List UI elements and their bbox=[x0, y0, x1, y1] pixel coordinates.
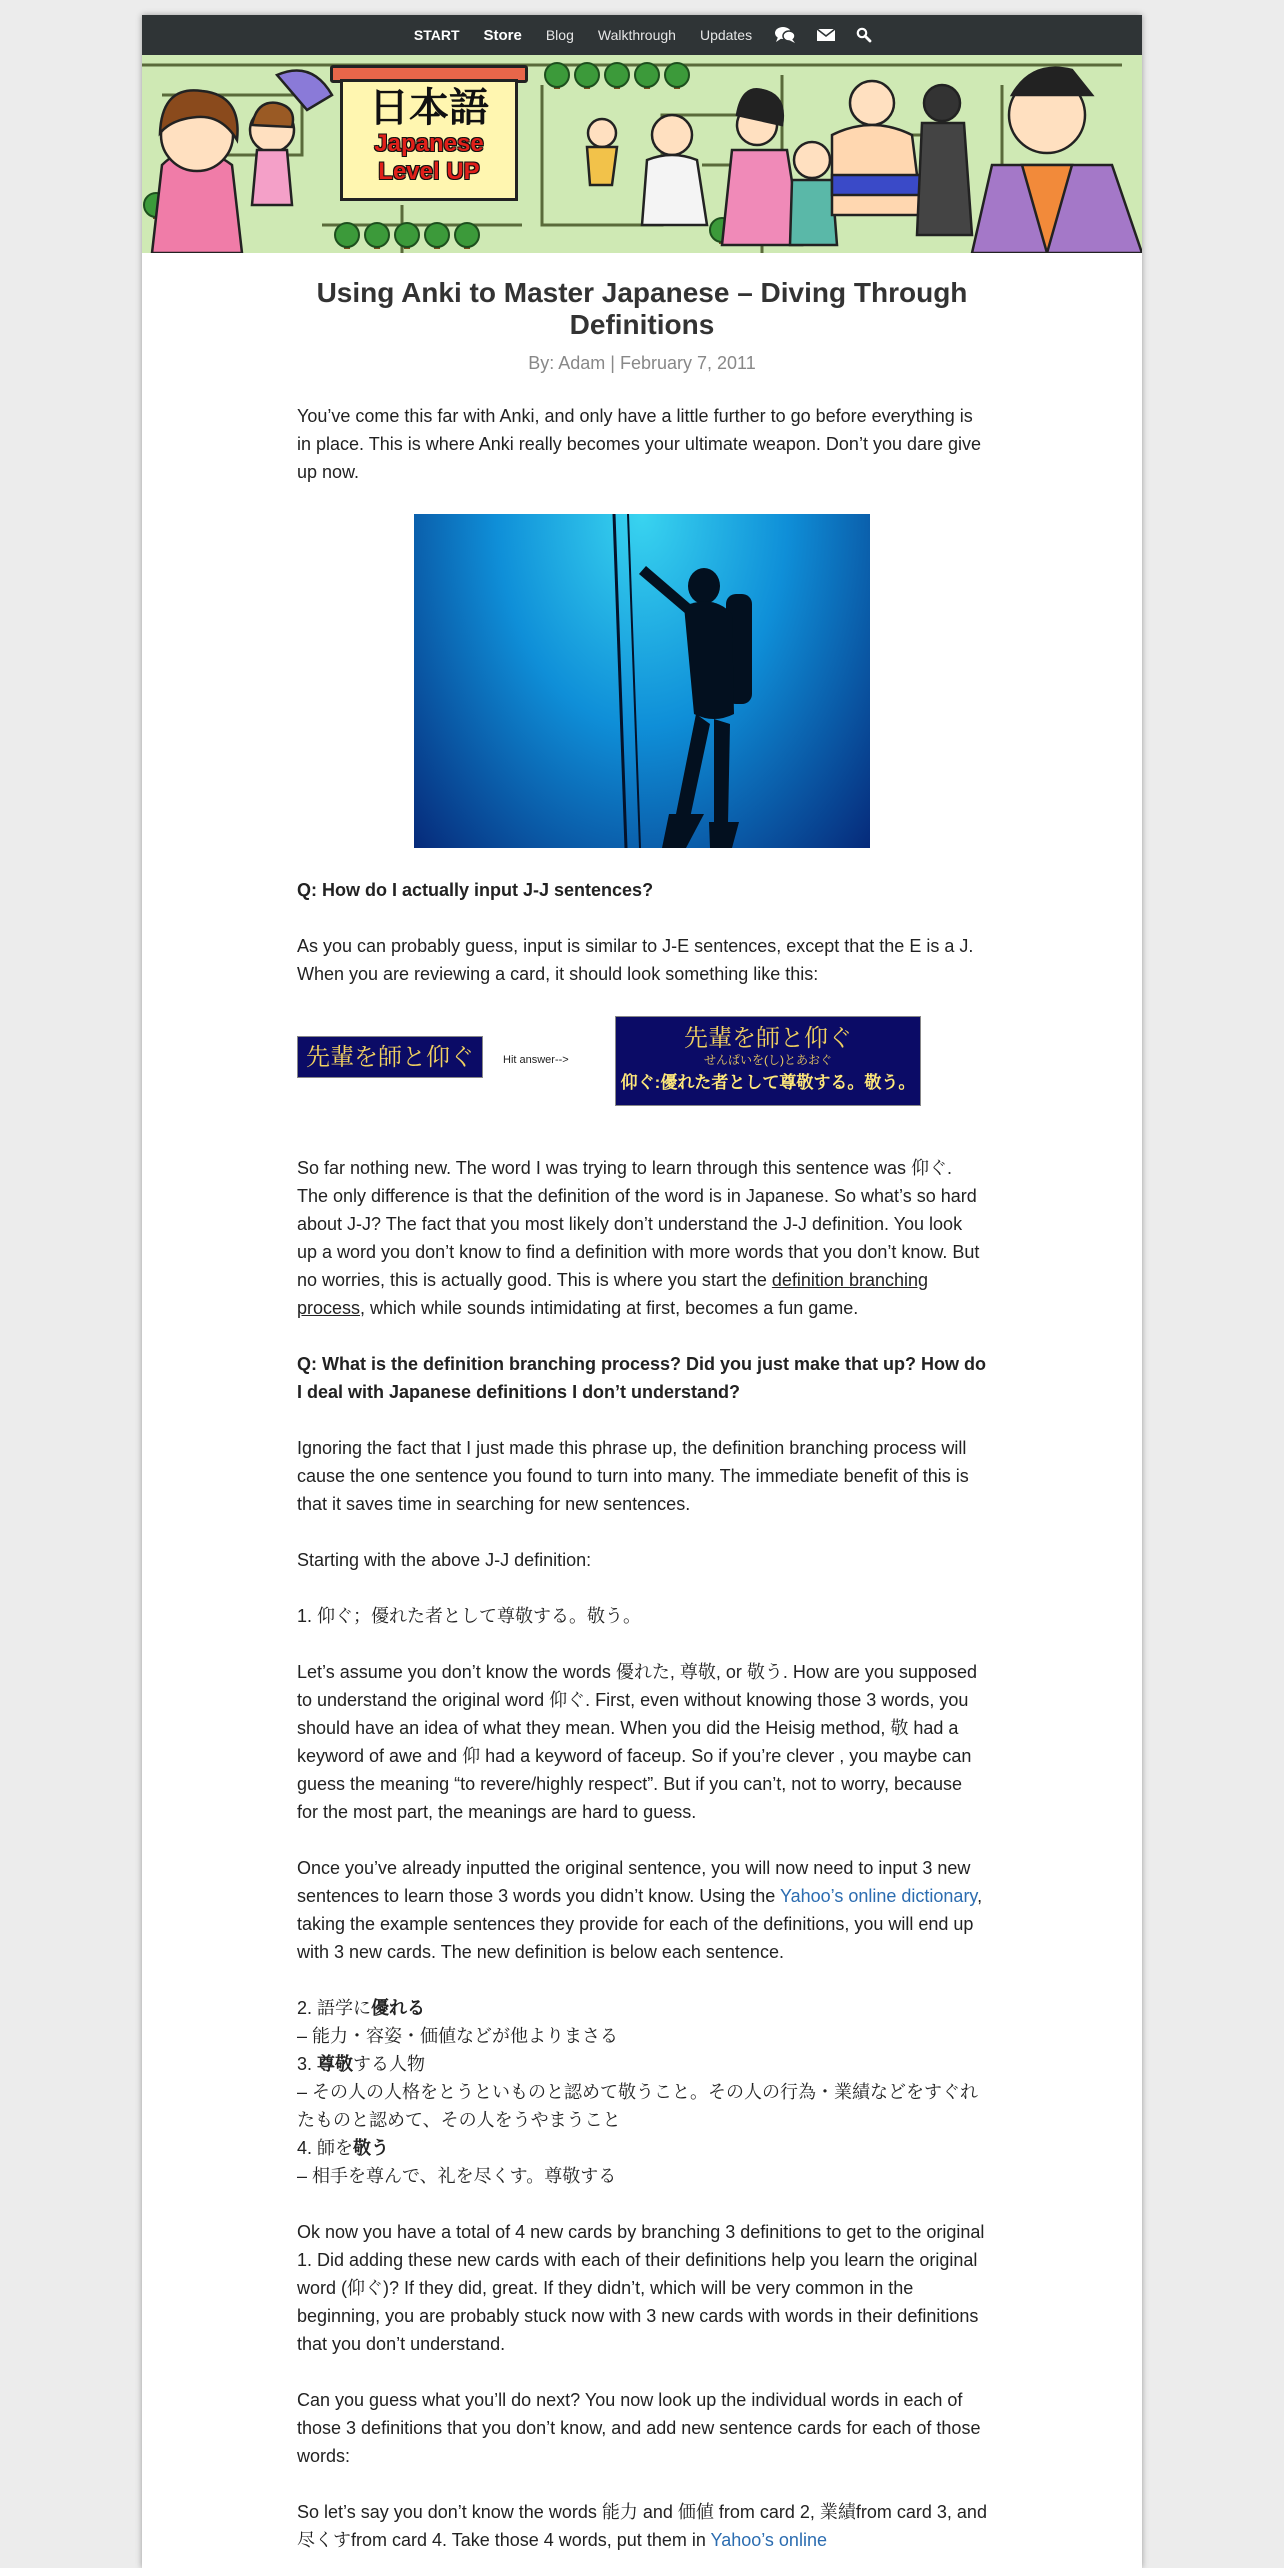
nav-updates[interactable]: Updates bbox=[699, 27, 753, 43]
logo-line-japanese: Japanese bbox=[374, 130, 484, 157]
paragraph-7 bbox=[297, 1854, 987, 1966]
chat-icon[interactable] bbox=[764, 26, 806, 44]
definition-list bbox=[297, 1994, 987, 2190]
anki-card-front: 先輩を師と仰ぐ bbox=[297, 1036, 483, 1078]
question-1: Q: How do I actually input J-J sentences? bbox=[297, 880, 654, 900]
nav-store[interactable]: Store bbox=[483, 26, 522, 44]
yahoo-dictionary-link[interactable]: Yahoo’s online dictionary bbox=[779, 1886, 978, 1906]
paragraph-4: Starting with the above J-J definition: bbox=[297, 1550, 592, 1570]
paragraph-9: Can you guess what you’ll do next? You now look up the individual words in each of those 3 definitions that you don’t know, and add new sentence cards for each of those words: bbox=[297, 2390, 981, 2466]
paragraph-10 bbox=[297, 2498, 987, 2554]
paragraph-7-text-a: Once you’ve already inputted the original sentence, you will now need to input 3 new sentences to learn those 3 words you didn’t know. Using the bbox=[297, 1858, 971, 1906]
paragraph-2 bbox=[297, 1154, 987, 1322]
paragraph-3: Ignoring the fact that I just made this phrase up, the definition branching process will cause the one sentence you found to turn into many. The immediate benefit of this is that it saves time in searching for new sentences. bbox=[297, 1438, 969, 1514]
paragraph-8: Ok now you have a total of 4 new cards by branching 3 definitions to get to the original 1. Did adding these new cards with each of their definitions help you learn the original word (仰ぐ)? If they did, great. If they didn’t, which will be very common in the beginning, you are probably stuck now with 3 new cards with words in their definitions that you don’t understand. bbox=[297, 2222, 985, 2354]
article-title: Using Anki to Master Japanese – Diving Through Definitions bbox=[316, 277, 968, 340]
list-item-4-word: 敬う bbox=[353, 2138, 390, 2158]
list-item-2-pre: 2. 語学に bbox=[297, 1998, 372, 2018]
list-item-2 bbox=[297, 1998, 425, 2018]
search-icon[interactable] bbox=[846, 27, 882, 43]
paragraph-5: 1. 仰ぐ；優れた者として尊敬する。敬う。 bbox=[297, 1606, 642, 1626]
list-item-3-pre: 3. bbox=[297, 2054, 318, 2074]
list-item-2-word: 優れる bbox=[371, 1998, 426, 2018]
card-back-kanji: 先輩を師と仰ぐ bbox=[684, 1024, 852, 1052]
mail-icon[interactable] bbox=[806, 27, 846, 43]
article-body bbox=[297, 402, 987, 2554]
nav-walkthrough[interactable]: Walkthrough bbox=[597, 27, 676, 43]
anki-card-example bbox=[297, 1016, 987, 1126]
article bbox=[142, 253, 1142, 2554]
paragraph-1: As you can probably guess, input is similar to J-E sentences, except that the E is a J. When you are reviewing a card, it should look something like this: bbox=[297, 936, 974, 984]
list-item-4 bbox=[297, 2138, 389, 2158]
definition-branching-link[interactable]: definition branching process bbox=[297, 1270, 929, 1318]
card-back-definition: 仰ぐ:優れた者として尊敬する。敬う。 bbox=[620, 1073, 916, 1092]
paragraph-6: Let’s assume you don’t know the words 優れた, 尊敬, or 敬う. How are you supposed to understand the original word 仰ぐ. First, even without knowing those 3 words, you should have an idea of what they mean. When you did the Heisig method, 敬 had a keyword of awe and 仰 had a keyword of faceup. So if you’re clever , you maybe can guess the meaning “to revere/highly respect”. But if you can’t, not to worry, because for the most part, the meanings are hard to guess. bbox=[297, 1662, 977, 1822]
diver-silhouette bbox=[414, 514, 870, 848]
list-item-3-word: 尊敬 bbox=[317, 2054, 354, 2074]
logo-kanji: 日本語 bbox=[369, 84, 489, 131]
site-logo[interactable] bbox=[340, 79, 518, 201]
list-item-4-def: – 相手を尊んで、礼を尽くす。尊敬する bbox=[297, 2166, 617, 2186]
nav-start[interactable]: START bbox=[413, 27, 460, 43]
top-nav bbox=[142, 15, 1142, 55]
list-item-3-post: する人物 bbox=[353, 2054, 426, 2074]
yahoo-online-link[interactable]: Yahoo’s online bbox=[710, 2530, 827, 2550]
diver-image bbox=[414, 514, 870, 848]
hit-answer-label: Hit answer--> bbox=[503, 1054, 569, 1066]
paragraph-2-text-b: , which while sounds intimidating at first, becomes a fun game. bbox=[360, 1298, 859, 1318]
paragraph-7-text-b: , taking the example sentences they provide for each of the definitions, you will end up with 3 new cards. The new definition is below each sentence. bbox=[297, 1886, 983, 1962]
intro-paragraph: You’ve come this far with Anki, and only have a little further to go before everything is in place. This is where Anki really becomes your ultimate weapon. Don’t you dare give up now. bbox=[297, 406, 982, 482]
page-container bbox=[142, 15, 1142, 2568]
article-byline: By: Adam | February 7, 2011 bbox=[528, 353, 756, 373]
question-2: Q: What is the definition branching process? Did you just make that up? How do I deal with Japanese definitions I don’t understand? bbox=[297, 1354, 987, 1402]
list-item-3-def: – その人の人格をとうといものと認めて敬うこと。その人の行為・業績などをすぐれたものと認めて、その人をうやまうこと bbox=[297, 2082, 979, 2130]
nav-blog[interactable]: Blog bbox=[545, 27, 574, 43]
card-back-reading: せんぱいを(し)とあおぐ bbox=[704, 1053, 832, 1067]
paragraph-2-text-a: So far nothing new. The word I was trying to learn through this sentence was 仰ぐ. The only difference is that the definition of the word is in Japanese. So what’s so hard about J-J? The fact that you most likely don’t understand the J-J definition. You look up a word you don’t know to find a definition with more words that you don’t know. But no worries, this is actually good. This is where you start the bbox=[297, 1158, 980, 1290]
header-banner[interactable] bbox=[142, 55, 1142, 253]
anki-card-back bbox=[615, 1016, 921, 1106]
list-item-4-pre: 4. 師を bbox=[297, 2138, 354, 2158]
banner-illustration bbox=[142, 55, 1142, 253]
logo-line-levelup: Level UP bbox=[378, 158, 480, 185]
paragraph-10-text-a: So let’s say you don’t know the words 能力 and 価値 from card 2, 業績from card 3, and尽くすfrom card 4. Take those 4 words, put them in bbox=[297, 2502, 987, 2550]
list-item-2-def: – 能力・容姿・価値などが他よりまさる bbox=[297, 2026, 619, 2046]
list-item-3 bbox=[297, 2054, 425, 2074]
